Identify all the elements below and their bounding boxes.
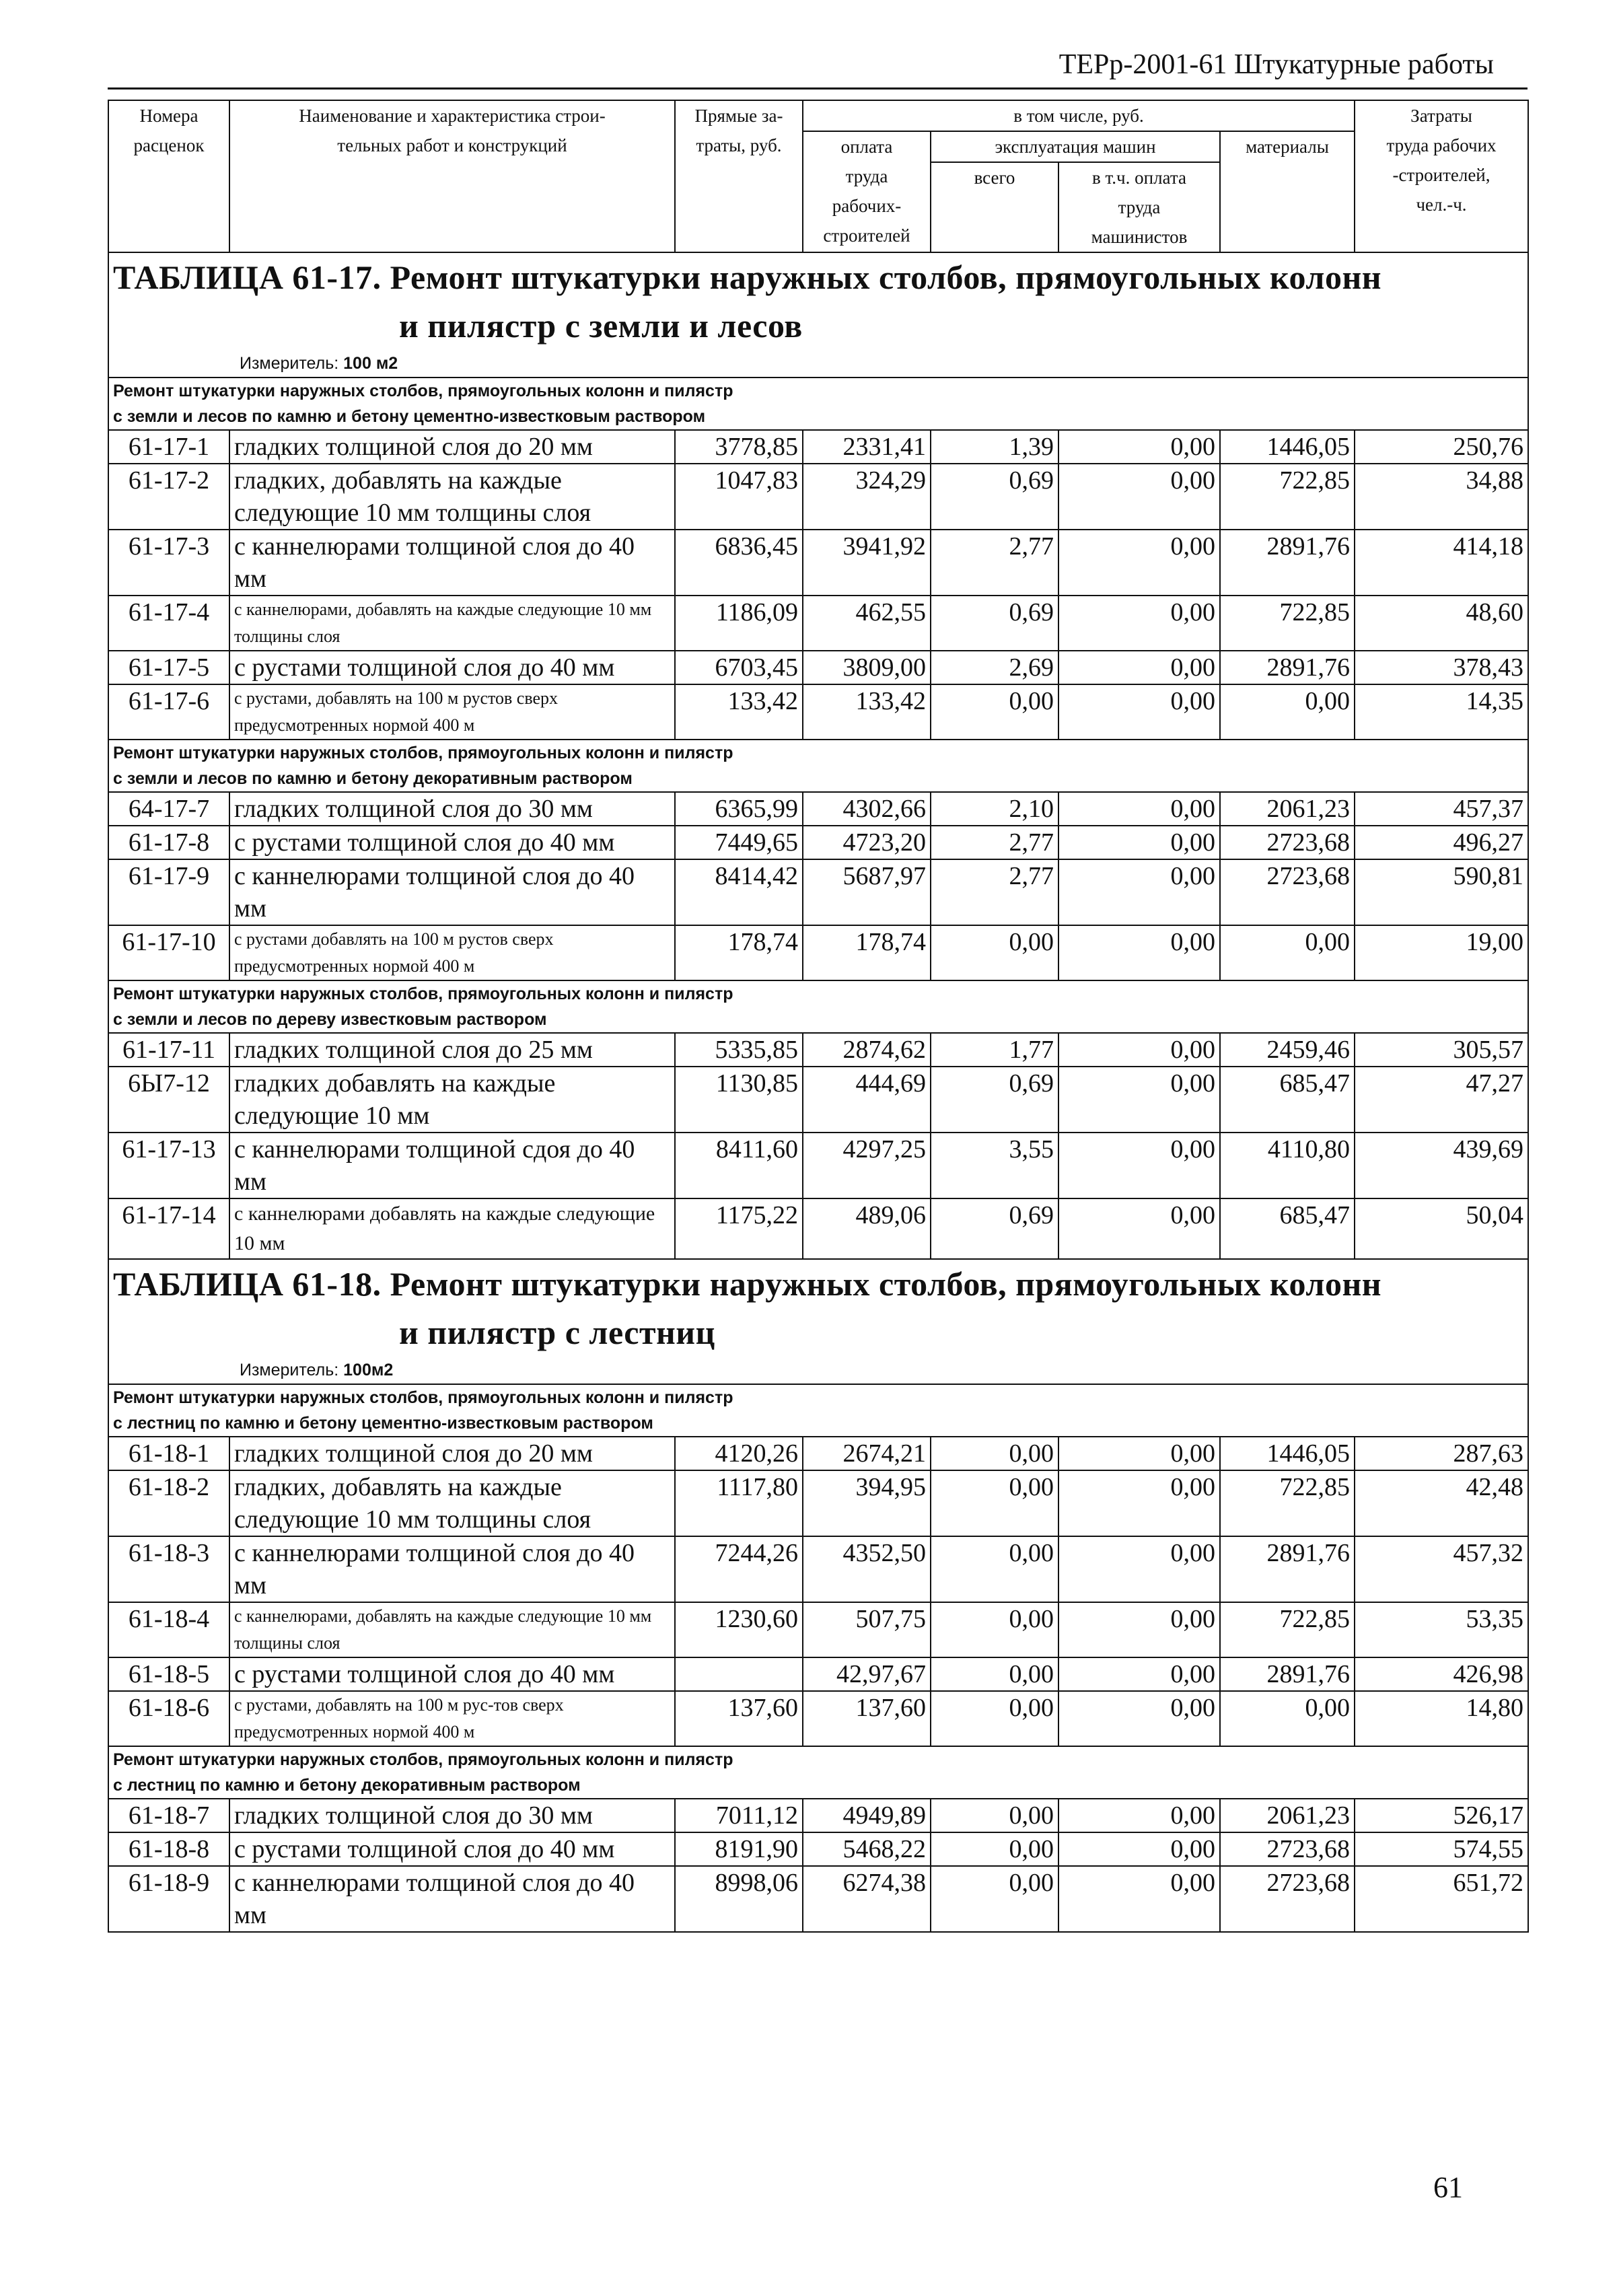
value-direct: 1130,85 bbox=[675, 1067, 803, 1133]
value-materials: 2891,76 bbox=[1220, 651, 1355, 684]
table-row bbox=[108, 792, 1528, 826]
value-mach: 0,00 bbox=[931, 1470, 1058, 1536]
value-labor: 3809,00 bbox=[803, 651, 931, 684]
value-labor: 42,97,67 bbox=[803, 1657, 931, 1691]
value-materials: 1446,05 bbox=[1220, 1437, 1355, 1470]
value-direct: 7244,26 bbox=[675, 1536, 803, 1602]
value-materials: 722,85 bbox=[1220, 1470, 1355, 1536]
value-direct: 6365,99 bbox=[675, 792, 803, 826]
header-rule bbox=[108, 87, 1528, 89]
value-materials: 2891,76 bbox=[1220, 530, 1355, 596]
value-labor: 4352,50 bbox=[803, 1536, 931, 1602]
value-direct: 1047,83 bbox=[675, 464, 803, 530]
table-row bbox=[108, 1799, 1528, 1832]
value-mach: 1,77 bbox=[931, 1033, 1058, 1067]
work-description: с каннелюрами толщиной слоя до 40 мм bbox=[229, 1536, 675, 1602]
group-heading-line2: с земли и лесов по дереву известковым раствором bbox=[113, 1010, 547, 1029]
value-hours: 426,98 bbox=[1355, 1657, 1528, 1691]
col-head-code bbox=[108, 100, 229, 252]
rate-code: 61-17-2 bbox=[108, 464, 229, 530]
value-labor: 4949,89 bbox=[803, 1799, 931, 1832]
value-mach-labor: 0,00 bbox=[1058, 1198, 1220, 1259]
table-row bbox=[108, 1832, 1528, 1866]
value-mach: 2,69 bbox=[931, 651, 1058, 684]
work-description: с каннелюрами толщиной слоя до 40 мм bbox=[229, 1866, 675, 1932]
section-title-line2: и пилястр с земли и лесов bbox=[399, 307, 803, 345]
value-materials: 2891,76 bbox=[1220, 1536, 1355, 1602]
value-hours: 439,69 bbox=[1355, 1133, 1528, 1198]
value-materials: 2723,68 bbox=[1220, 859, 1355, 925]
value-direct: 3778,85 bbox=[675, 430, 803, 464]
value-hours: 457,37 bbox=[1355, 792, 1528, 826]
value-hours: 305,57 bbox=[1355, 1033, 1528, 1067]
value-hours: 47,27 bbox=[1355, 1067, 1528, 1133]
table-row bbox=[108, 1536, 1528, 1602]
table-row bbox=[108, 1198, 1528, 1259]
col-head-mlabor-l3: машинистов bbox=[1091, 227, 1188, 247]
rate-code: 61-17-1 bbox=[108, 430, 229, 464]
value-labor: 324,29 bbox=[803, 464, 931, 530]
group-heading-line2: с лестниц по камню и бетону декоративным раствором bbox=[113, 1776, 581, 1795]
value-hours: 651,72 bbox=[1355, 1866, 1528, 1932]
value-direct: 8191,90 bbox=[675, 1832, 803, 1866]
value-mach: 0,00 bbox=[931, 1657, 1058, 1691]
work-description: гладких толщиной слоя до 30 мм bbox=[229, 1799, 675, 1832]
value-mach-labor: 0,00 bbox=[1058, 826, 1220, 859]
work-description: гладких толщиной слоя до 25 мм bbox=[229, 1033, 675, 1067]
value-direct: 1175,22 bbox=[675, 1198, 803, 1259]
table-row bbox=[108, 859, 1528, 925]
value-materials: 2061,23 bbox=[1220, 1799, 1355, 1832]
measure-unit bbox=[113, 1357, 1523, 1384]
value-hours: 53,35 bbox=[1355, 1602, 1528, 1657]
work-description: с каннелюрами, добавлять на каждые следующие 10 мм толщины слоя bbox=[229, 1602, 675, 1657]
value-materials: 2723,68 bbox=[1220, 1866, 1355, 1932]
group-heading bbox=[108, 1746, 1528, 1799]
value-direct: 6836,45 bbox=[675, 530, 803, 596]
value-mach-labor: 0,00 bbox=[1058, 1536, 1220, 1602]
value-mach-labor: 0,00 bbox=[1058, 1691, 1220, 1746]
col-head-labor-l2: труда bbox=[845, 166, 888, 186]
col-head-machines-total: всего bbox=[931, 162, 1058, 252]
value-hours: 48,60 bbox=[1355, 596, 1528, 651]
table-row bbox=[108, 684, 1528, 740]
value-mach: 0,00 bbox=[931, 684, 1058, 740]
rate-code: 61-18-3 bbox=[108, 1536, 229, 1602]
work-description: с рустами толщиной слоя до 40 мм bbox=[229, 1657, 675, 1691]
work-description: с рустами толщиной слоя до 40 мм bbox=[229, 826, 675, 859]
group-heading-line1: Ремонт штукатурки наружных столбов, прямоугольных колонн и пилястр bbox=[113, 984, 733, 1003]
work-description: с рустами, добавлять на 100 м рустов сверх предусмотренных нормой 400 м bbox=[229, 684, 675, 740]
rate-code: 61-17-5 bbox=[108, 651, 229, 684]
col-head-hours-l1: Затраты bbox=[1410, 106, 1472, 126]
value-mach: 2,77 bbox=[931, 826, 1058, 859]
value-hours: 590,81 bbox=[1355, 859, 1528, 925]
value-direct: 8998,06 bbox=[675, 1866, 803, 1932]
table-row bbox=[108, 1470, 1528, 1536]
value-hours: 34,88 bbox=[1355, 464, 1528, 530]
value-mach: 2,77 bbox=[931, 859, 1058, 925]
section-title-line2: и пилястр с лестниц bbox=[399, 1314, 715, 1351]
value-direct bbox=[675, 1657, 803, 1691]
table-row bbox=[108, 1033, 1528, 1067]
value-mach: 0,69 bbox=[931, 596, 1058, 651]
value-mach: 0,00 bbox=[931, 1799, 1058, 1832]
value-materials: 685,47 bbox=[1220, 1198, 1355, 1259]
value-labor: 394,95 bbox=[803, 1470, 931, 1536]
value-labor: 2331,41 bbox=[803, 430, 931, 464]
value-materials: 1446,05 bbox=[1220, 430, 1355, 464]
value-mach-labor: 0,00 bbox=[1058, 530, 1220, 596]
measure-label: Измеритель: bbox=[240, 1361, 339, 1379]
value-materials: 2891,76 bbox=[1220, 1657, 1355, 1691]
value-materials: 2723,68 bbox=[1220, 826, 1355, 859]
value-hours: 250,76 bbox=[1355, 430, 1528, 464]
value-labor: 3941,92 bbox=[803, 530, 931, 596]
value-materials: 2723,68 bbox=[1220, 1832, 1355, 1866]
value-mach: 1,39 bbox=[931, 430, 1058, 464]
col-head-name bbox=[229, 100, 675, 252]
col-head-direct bbox=[675, 100, 803, 252]
value-mach-labor: 0,00 bbox=[1058, 1470, 1220, 1536]
value-direct: 137,60 bbox=[675, 1691, 803, 1746]
col-head-direct-l1: Прямые за- bbox=[694, 106, 783, 126]
value-direct: 6703,45 bbox=[675, 651, 803, 684]
value-materials: 722,85 bbox=[1220, 596, 1355, 651]
value-labor: 4297,25 bbox=[803, 1133, 931, 1198]
value-mach-labor: 0,00 bbox=[1058, 1866, 1220, 1932]
value-mach-labor: 0,00 bbox=[1058, 1832, 1220, 1866]
value-mach: 0,00 bbox=[931, 1691, 1058, 1746]
value-hours: 414,18 bbox=[1355, 530, 1528, 596]
table-row bbox=[108, 1657, 1528, 1691]
value-mach: 2,10 bbox=[931, 792, 1058, 826]
value-materials: 2061,23 bbox=[1220, 792, 1355, 826]
group-heading-line1: Ремонт штукатурки наружных столбов, прямоугольных колонн и пилястр bbox=[113, 382, 733, 400]
value-labor: 5687,97 bbox=[803, 859, 931, 925]
value-labor: 2674,21 bbox=[803, 1437, 931, 1470]
value-labor: 462,55 bbox=[803, 596, 931, 651]
col-head-code-l2: расценок bbox=[133, 135, 205, 155]
value-direct: 1186,09 bbox=[675, 596, 803, 651]
col-head-mlabor-l1: в т.ч. оплата bbox=[1092, 168, 1186, 188]
group-heading-line1: Ремонт штукатурки наружных столбов, прямоугольных колонн и пилястр bbox=[113, 744, 733, 762]
group-heading-line2: с лестниц по камню и бетону цементно-известковым раствором bbox=[113, 1414, 653, 1433]
rate-code: 6Ы7-12 bbox=[108, 1067, 229, 1133]
value-direct: 7449,65 bbox=[675, 826, 803, 859]
table-row bbox=[108, 1067, 1528, 1133]
value-mach-labor: 0,00 bbox=[1058, 792, 1220, 826]
rate-code: 61-18-2 bbox=[108, 1470, 229, 1536]
value-mach: 0,00 bbox=[931, 1437, 1058, 1470]
group-heading-line1: Ремонт штукатурки наружных столбов, прямоугольных колонн и пилястр bbox=[113, 1388, 733, 1407]
value-materials: 0,00 bbox=[1220, 925, 1355, 980]
rate-code: 61-17-9 bbox=[108, 859, 229, 925]
value-hours: 19,00 bbox=[1355, 925, 1528, 980]
value-mach: 2,77 bbox=[931, 530, 1058, 596]
col-head-including: в том числе, руб. bbox=[803, 100, 1355, 131]
work-description: с каннелюрами толщиной слоя до 40 мм bbox=[229, 530, 675, 596]
value-hours: 14,80 bbox=[1355, 1691, 1528, 1746]
group-heading-row bbox=[108, 1746, 1528, 1799]
group-heading-line2: с земли и лесов по камню и бетону цементно-известковым раствором bbox=[113, 407, 706, 426]
group-heading bbox=[108, 740, 1528, 792]
value-labor: 444,69 bbox=[803, 1067, 931, 1133]
work-description: гладких толщиной слоя до 30 мм bbox=[229, 792, 675, 826]
col-head-labor-l1: оплата bbox=[840, 137, 893, 157]
section-title bbox=[113, 1260, 1523, 1357]
group-heading-line1: Ремонт штукатурки наружных столбов, прямоугольных колонн и пилястр bbox=[113, 1750, 733, 1769]
work-description: с рустами добавлять на 100 м рустов сверх предусмотренных нормой 400 м bbox=[229, 925, 675, 980]
value-materials: 722,85 bbox=[1220, 464, 1355, 530]
rate-code: 61-18-8 bbox=[108, 1832, 229, 1866]
value-mach: 0,69 bbox=[931, 464, 1058, 530]
rate-code: 61-17-13 bbox=[108, 1133, 229, 1198]
table-section-title bbox=[108, 1259, 1528, 1384]
value-direct: 1230,60 bbox=[675, 1602, 803, 1657]
rate-code: 61-18-5 bbox=[108, 1657, 229, 1691]
value-labor: 4302,66 bbox=[803, 792, 931, 826]
col-head-direct-l2: траты, руб. bbox=[696, 135, 782, 155]
measure-unit bbox=[113, 350, 1523, 377]
value-direct: 1117,80 bbox=[675, 1470, 803, 1536]
table-row bbox=[108, 1602, 1528, 1657]
value-labor: 6274,38 bbox=[803, 1866, 931, 1932]
section-title-cell bbox=[108, 252, 1528, 378]
work-description: с каннелюрами толщиной слоя до 40 мм bbox=[229, 859, 675, 925]
page-number: 61 bbox=[1433, 2171, 1463, 2204]
value-mach-labor: 0,00 bbox=[1058, 1067, 1220, 1133]
value-direct: 133,42 bbox=[675, 684, 803, 740]
value-mach: 0,69 bbox=[931, 1067, 1058, 1133]
value-mach-labor: 0,00 bbox=[1058, 1437, 1220, 1470]
table-row bbox=[108, 1133, 1528, 1198]
col-head-materials: материалы bbox=[1220, 131, 1355, 252]
value-labor: 5468,22 bbox=[803, 1832, 931, 1866]
rate-code: 61-18-9 bbox=[108, 1866, 229, 1932]
table-row bbox=[108, 430, 1528, 464]
value-hours: 14,35 bbox=[1355, 684, 1528, 740]
value-mach: 0,00 bbox=[931, 1832, 1058, 1866]
value-direct: 178,74 bbox=[675, 925, 803, 980]
value-mach-labor: 0,00 bbox=[1058, 1133, 1220, 1198]
work-description: гладких, добавлять на каждые следующие 10 мм толщины слоя bbox=[229, 1470, 675, 1536]
col-head-hours-l3: -строителей, bbox=[1392, 165, 1490, 185]
value-mach-labor: 0,00 bbox=[1058, 1602, 1220, 1657]
rate-code: 61-17-6 bbox=[108, 684, 229, 740]
value-mach-labor: 0,00 bbox=[1058, 684, 1220, 740]
measure-label: Измеритель: bbox=[240, 354, 339, 373]
value-mach: 3,55 bbox=[931, 1133, 1058, 1198]
group-heading-row bbox=[108, 378, 1528, 430]
col-head-name-l1: Наименование и характеристика строи- bbox=[299, 106, 606, 126]
work-description: гладких, добавлять на каждые следующие 10 мм толщины слоя bbox=[229, 464, 675, 530]
column-header-row bbox=[108, 100, 1528, 131]
running-header: ТЕРр-2001-61 Штукатурные работы bbox=[1058, 49, 1494, 80]
rate-code: 61-17-8 bbox=[108, 826, 229, 859]
value-mach-labor: 0,00 bbox=[1058, 1799, 1220, 1832]
value-labor: 2874,62 bbox=[803, 1033, 931, 1067]
value-labor: 489,06 bbox=[803, 1198, 931, 1259]
value-mach-labor: 0,00 bbox=[1058, 925, 1220, 980]
value-direct: 4120,26 bbox=[675, 1437, 803, 1470]
col-head-code-l1: Номера bbox=[139, 106, 199, 126]
rate-code: 61-18-6 bbox=[108, 1691, 229, 1746]
value-hours: 526,17 bbox=[1355, 1799, 1528, 1832]
group-heading bbox=[108, 1384, 1528, 1437]
value-mach-labor: 0,00 bbox=[1058, 651, 1220, 684]
work-description: с каннелюрами, добавлять на каждые следующие 10 мм толщины слоя bbox=[229, 596, 675, 651]
value-hours: 42,48 bbox=[1355, 1470, 1528, 1536]
rate-code: 61-17-4 bbox=[108, 596, 229, 651]
value-hours: 287,63 bbox=[1355, 1437, 1528, 1470]
table-row bbox=[108, 530, 1528, 596]
value-direct: 5335,85 bbox=[675, 1033, 803, 1067]
group-heading-row bbox=[108, 740, 1528, 792]
rate-code: 61-17-11 bbox=[108, 1033, 229, 1067]
section-title-line1: ТАБЛИЦА 61-17. Ремонт штукатурки наружных столбов, прямоугольных колонн bbox=[113, 258, 1382, 296]
rate-code: 61-17-10 bbox=[108, 925, 229, 980]
measure-value: 100м2 bbox=[343, 1361, 394, 1379]
col-head-hours-l4: чел.-ч. bbox=[1416, 194, 1467, 215]
col-head-labor bbox=[803, 131, 931, 252]
col-head-labor-l4: строителей bbox=[823, 225, 910, 246]
work-description: с каннелюрами добавлять на каждые следующие 10 мм bbox=[229, 1198, 675, 1259]
table-row bbox=[108, 651, 1528, 684]
section-title-line1: ТАБЛИЦА 61-18. Ремонт штукатурки наружных столбов, прямоугольных колонн bbox=[113, 1265, 1382, 1303]
value-materials: 685,47 bbox=[1220, 1067, 1355, 1133]
value-materials: 2459,46 bbox=[1220, 1033, 1355, 1067]
work-description: с рустами, добавлять на 100 м рус-тов сверх предусмотренных нормой 400 м bbox=[229, 1691, 675, 1746]
work-description: с каннелюрами толщиной сдоя до 40 мм bbox=[229, 1133, 675, 1198]
table-row bbox=[108, 1691, 1528, 1746]
rate-code: 61-17-3 bbox=[108, 530, 229, 596]
work-description: гладких добавлять на каждые следующие 10 мм bbox=[229, 1067, 675, 1133]
work-description: гладких толщиной слоя до 20 мм bbox=[229, 1437, 675, 1470]
table-row bbox=[108, 925, 1528, 980]
col-head-hours bbox=[1355, 100, 1528, 252]
value-materials: 0,00 bbox=[1220, 684, 1355, 740]
value-direct: 8411,60 bbox=[675, 1133, 803, 1198]
group-heading bbox=[108, 980, 1528, 1033]
group-heading-row bbox=[108, 980, 1528, 1033]
work-description: с рустами толщиной слоя до 40 мм bbox=[229, 651, 675, 684]
value-labor: 137,60 bbox=[803, 1691, 931, 1746]
value-mach: 0,00 bbox=[931, 925, 1058, 980]
col-head-mlabor-l2: труда bbox=[1118, 197, 1161, 217]
value-mach-labor: 0,00 bbox=[1058, 464, 1220, 530]
value-labor: 178,74 bbox=[803, 925, 931, 980]
table-section-title bbox=[108, 252, 1528, 378]
col-head-name-l2: тельных работ и конструкций bbox=[337, 135, 567, 155]
value-materials: 4110,80 bbox=[1220, 1133, 1355, 1198]
value-hours: 496,27 bbox=[1355, 826, 1528, 859]
value-hours: 50,04 bbox=[1355, 1198, 1528, 1259]
table-row bbox=[108, 826, 1528, 859]
col-head-machines-labor bbox=[1058, 162, 1220, 252]
group-heading-line2: с земли и лесов по камню и бетону декоративным раствором bbox=[113, 769, 633, 788]
value-mach: 0,00 bbox=[931, 1866, 1058, 1932]
rate-code: 61-18-1 bbox=[108, 1437, 229, 1470]
value-mach: 0,69 bbox=[931, 1198, 1058, 1259]
value-materials: 0,00 bbox=[1220, 1691, 1355, 1746]
work-description: с рустами толщиной слоя до 40 мм bbox=[229, 1832, 675, 1866]
value-materials: 722,85 bbox=[1220, 1602, 1355, 1657]
value-hours: 378,43 bbox=[1355, 651, 1528, 684]
value-direct: 7011,12 bbox=[675, 1799, 803, 1832]
value-mach-labor: 0,00 bbox=[1058, 1033, 1220, 1067]
group-heading bbox=[108, 378, 1528, 430]
rates-table bbox=[108, 100, 1529, 1933]
measure-value: 100 м2 bbox=[343, 354, 398, 373]
value-mach: 0,00 bbox=[931, 1602, 1058, 1657]
rate-code: 61-17-14 bbox=[108, 1198, 229, 1259]
value-mach-labor: 0,00 bbox=[1058, 859, 1220, 925]
rate-code: 61-18-7 bbox=[108, 1799, 229, 1832]
value-labor: 507,75 bbox=[803, 1602, 931, 1657]
section-title bbox=[113, 253, 1523, 350]
value-mach-labor: 0,00 bbox=[1058, 1657, 1220, 1691]
value-labor: 133,42 bbox=[803, 684, 931, 740]
col-head-machines: эксплуатация машин bbox=[931, 131, 1220, 162]
value-mach-labor: 0,00 bbox=[1058, 596, 1220, 651]
value-direct: 8414,42 bbox=[675, 859, 803, 925]
table-row bbox=[108, 1866, 1528, 1932]
col-head-labor-l3: рабочих- bbox=[832, 196, 902, 216]
table-row bbox=[108, 464, 1528, 530]
value-mach-labor: 0,00 bbox=[1058, 430, 1220, 464]
group-heading-row bbox=[108, 1384, 1528, 1437]
work-description: гладких толщиной слоя до 20 мм bbox=[229, 430, 675, 464]
section-title-cell bbox=[108, 1259, 1528, 1384]
rate-code: 64-17-7 bbox=[108, 792, 229, 826]
value-hours: 574,55 bbox=[1355, 1832, 1528, 1866]
table-row bbox=[108, 596, 1528, 651]
table-row bbox=[108, 1437, 1528, 1470]
rate-code: 61-18-4 bbox=[108, 1602, 229, 1657]
value-hours: 457,32 bbox=[1355, 1536, 1528, 1602]
value-mach: 0,00 bbox=[931, 1536, 1058, 1602]
col-head-hours-l2: труда рабочих bbox=[1386, 135, 1497, 155]
value-labor: 4723,20 bbox=[803, 826, 931, 859]
